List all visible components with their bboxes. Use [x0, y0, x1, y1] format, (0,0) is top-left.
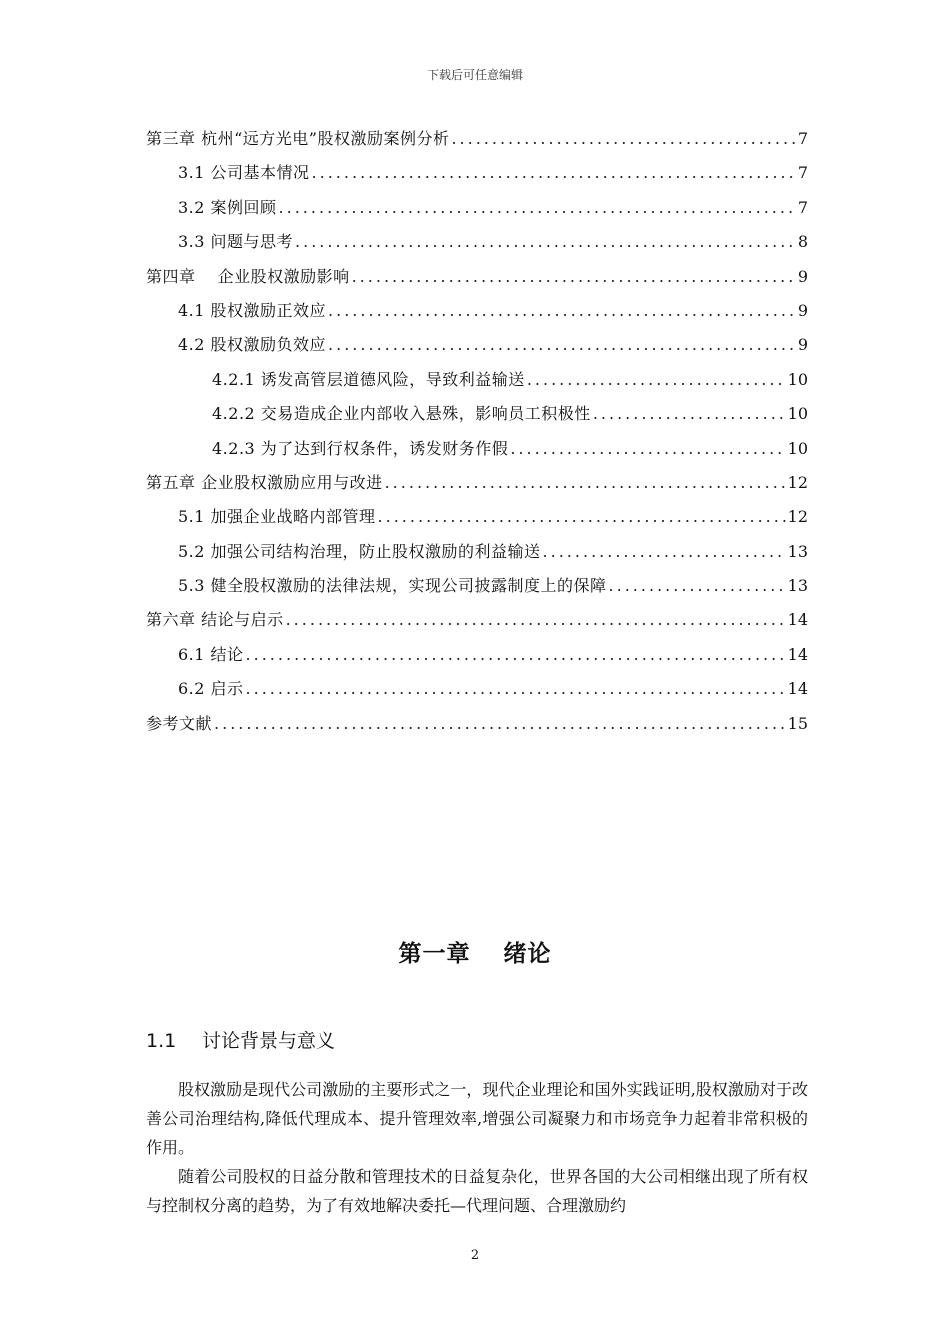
toc-leader-dots [295, 225, 796, 259]
toc-entry-title: 4.1 股权激励正效应 [178, 300, 327, 320]
toc-entry-page: 10 [787, 369, 808, 389]
toc-leader-dots [279, 191, 796, 225]
paragraph: 股权激励是现代公司激励的主要形式之一，现代企业理论和国外实践证明,股权激励对于改善公司治理结构,降低代理成本、提升管理效率,增强公司凝聚力和市场竞争力起着非常积极的作用。 [146, 1080, 808, 1157]
toc-entry-page: 10 [787, 404, 808, 424]
toc-leader-dots [328, 328, 796, 362]
toc-entry-page: 13 [787, 541, 808, 561]
toc-entry[interactable] [146, 191, 808, 225]
toc-entry[interactable] [146, 328, 808, 362]
toc-leader-dots [385, 466, 786, 500]
toc-leader-dots [609, 569, 786, 603]
toc-entry-page: 13 [787, 576, 808, 596]
toc-entry-title: 第五章 企业股权激励应用与改进 [146, 472, 383, 492]
toc-entry[interactable] [146, 466, 808, 500]
toc-entry-title: 第三章 杭州“远方光电”股权激励案例分析 [146, 129, 450, 148]
toc-leader-dots [312, 156, 796, 190]
toc-leader-dots [451, 122, 795, 156]
toc-entry-page: 7 [797, 129, 808, 148]
toc-entry-page: 7 [797, 163, 808, 183]
toc-entry[interactable] [146, 122, 808, 156]
toc-entry[interactable] [146, 397, 808, 431]
toc-entry[interactable] [146, 432, 808, 466]
toc-entry-title: 6.1 结论 [178, 644, 244, 664]
toc-leader-dots [593, 397, 786, 431]
toc-entry-page: 9 [797, 266, 808, 286]
toc-entry-title: 3.2 案例回顾 [178, 197, 277, 217]
toc-entry-title: 3.1 公司基本情况 [178, 163, 310, 183]
toc-entry-page: 12 [787, 472, 808, 492]
toc-leader-dots [543, 535, 786, 569]
toc-entry[interactable] [146, 260, 808, 294]
toc-leader-dots [328, 294, 796, 328]
chapter-title: 第一章 绪论 [398, 941, 552, 967]
toc-entry-title: 4.2.1 诱发高管层道德风险，导致利益输送 [212, 369, 525, 389]
section-heading [146, 1026, 335, 1053]
toc-leader-dots [527, 363, 786, 397]
toc-entry-page: 12 [787, 507, 808, 527]
toc-leader-dots [352, 260, 796, 294]
toc-leader-dots [246, 672, 786, 706]
toc-entry-page: 9 [797, 300, 808, 320]
toc-leader-dots [378, 500, 786, 534]
toc-entry-title: 参考文献 [146, 713, 213, 733]
toc-entry[interactable] [146, 363, 808, 397]
section-title: 讨论背景与意义 [202, 1030, 336, 1052]
toc-entry[interactable] [146, 225, 808, 259]
body-text [146, 1075, 808, 1220]
toc-entry[interactable] [146, 535, 808, 569]
toc-entry-page: 14 [787, 644, 808, 664]
toc-entry[interactable] [146, 569, 808, 603]
toc-entry[interactable] [146, 672, 808, 706]
toc-entry-page: 10 [787, 438, 808, 458]
toc-entry-title: 5.2 加强公司结构治理，防止股权激励的利益输送 [178, 541, 541, 561]
toc-entry-page: 14 [787, 679, 808, 699]
toc-entry-title: 3.3 问题与思考 [178, 232, 294, 252]
toc-entry-title: 6.2 启示 [178, 679, 244, 699]
toc-entry-page: 9 [797, 335, 808, 355]
table-of-contents [146, 122, 808, 741]
toc-entry-page: 8 [797, 232, 808, 252]
toc-entry[interactable] [146, 500, 808, 534]
toc-entry[interactable] [146, 603, 808, 637]
toc-leader-dots [286, 603, 786, 637]
toc-entry[interactable] [146, 294, 808, 328]
paragraph: 随着公司股权的日益分散和管理技术的日益复杂化，世界各国的大公司相继出现了所有权与控制权分离的趋势，为了有效地解决委托—代理问题、合理激励约 [146, 1167, 808, 1215]
toc-entry-title: 4.2 股权激励负效应 [178, 335, 327, 355]
toc-entry[interactable] [146, 707, 808, 741]
toc-entry[interactable] [146, 156, 808, 190]
toc-entry[interactable] [146, 638, 808, 672]
toc-leader-dots [214, 707, 786, 741]
toc-entry-title: 5.3 健全股权激励的法律法规，实现公司披露制度上的保障 [178, 576, 607, 596]
toc-entry-title: 5.1 加强企业战略内部管理 [178, 507, 376, 527]
section-number: 1.1 [146, 1030, 177, 1052]
toc-entry-title: 4.2.3 为了达到行权条件，诱发财务作假 [212, 438, 509, 458]
toc-entry-page: 7 [797, 197, 808, 217]
toc-leader-dots [510, 432, 785, 466]
page-header: 下载后可任意编辑 [426, 68, 523, 82]
page-number: 2 [470, 1248, 480, 1263]
toc-entry-title: 4.2.2 交易造成企业内部收入悬殊，影响员工积极性 [212, 404, 591, 424]
toc-entry-title: 第四章 企业股权激励影响 [146, 266, 350, 286]
toc-entry-page: 14 [787, 610, 808, 630]
toc-leader-dots [246, 638, 786, 672]
toc-entry-page: 15 [787, 713, 808, 733]
toc-entry-title: 第六章 结论与启示 [146, 610, 284, 630]
